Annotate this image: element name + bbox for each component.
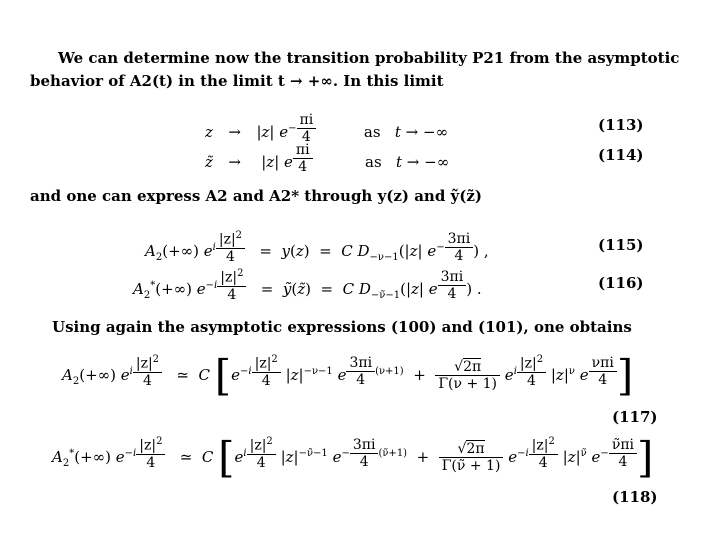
equation-117: $A_2(+\infty)$ $e^{i \frac{|z|^2}{4}}$ ≃ C [$e^{-i \frac{|z|^2}{4}}$ $|z|^{-\nu-1}$ e $^{\frac{3\pi i}{4} (\nu+1)}$ + $\frac{√2\pi}{\Gamma(\nu + 1)}$ $e^{i \frac{|z|^2}{4}}$ $|z|^\nu$ e $^{\frac{\text{νπi}}{4}}$ ] [62,350,634,400]
equation-number-114: (114) [598,146,644,164]
paragraph-2 [30,185,482,207]
paragraph-3 [52,316,632,338]
equation-number-116: (116) [598,274,644,292]
equation-number-113: (113) [598,116,644,134]
paragraph-1-text: We can determine now the transition probability P21 from the asymptotic [58,49,680,67]
paragraph-1-text-2: behavior of A2(t) in the limit t → +∞. In this limit [30,72,444,90]
equation-118: $A_2^*(+\infty)$ $e^{-i \frac{|z|^2}{4}}$ ≃ C [$e^{i \frac{|z|^2}{4}}$ $|z|^{-\nũ-1}$ $e^{- \frac{3\pi i}{4} (\nũ+1)}$ + $\frac{√2\pi}{\Gamma(\nũ + 1)}$ $e^{-i \frac{|z|^2}{4}}$ $|z|^{\nũ}$ $e^{- \frac{\nũ\pi i}{4}}$ ] [52,432,654,482]
equation-114: z̃ → |z| e $^{\frac{\pi i}{4}}$ as t → −∞ [205,142,450,175]
equation-number-118: (118) [612,488,658,506]
equation-115: $A_2(+\infty)$ $e^{i \frac{|z|^2}{4}}$ = y(z) = C $D_{-\nu-1}(|z|$ $e^{- \frac{3\pi i}{4}}$ ) , [145,230,489,265]
equation-116: $A_2^*(+\infty)$ $e^{-i \frac{|z|^2}{4}}$ = ỹ(z̃) = C $D_{-\nũ-1}(|z|$ e $^{\frac{3\pi i}{4}}$ ) . [133,268,482,303]
paragraph-3-text: Using again the asymptotic expressions (100) and (101), one obtains [52,318,632,336]
paragraph-1-line-2 [30,70,444,92]
equation-number-115: (115) [598,236,644,254]
paragraph-1-line-1 [58,47,679,69]
equation-number-117: (117) [612,408,658,426]
paragraph-2-text: and one can express A2 and A2* through y(z) and ỹ(z̃) [30,187,482,205]
equation-113: z → |z| $e^{- \frac{\pi i}{4}}$ as t → −∞ [205,112,449,145]
